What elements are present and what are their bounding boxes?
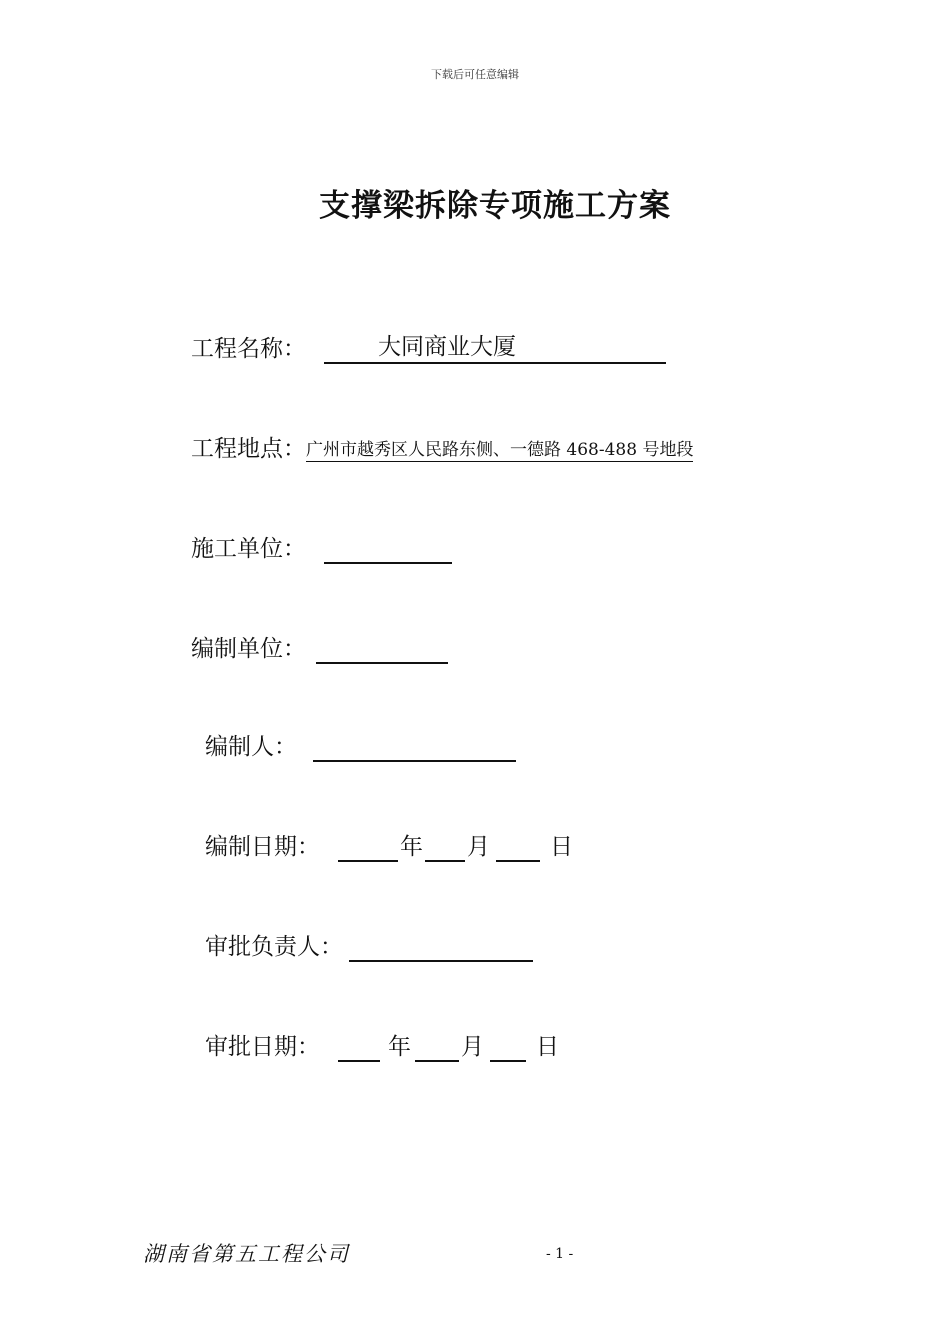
approver-line <box>349 934 533 962</box>
project-name-label: 工程名称： <box>191 336 306 362</box>
approve-date-field <box>205 1032 559 1062</box>
compile-month-unit: 月 <box>467 834 490 860</box>
compile-date-field <box>205 832 573 862</box>
approver-field <box>205 932 533 962</box>
compile-day-unit: 日 <box>550 834 573 860</box>
approve-month-line <box>415 1034 459 1062</box>
compiling-unit-label: 编制单位： <box>191 636 306 662</box>
footer-company: 湖南省第五工程公司 <box>143 1242 350 1266</box>
project-location-label: 工程地点： <box>191 436 306 462</box>
compiling-unit-line <box>316 636 448 664</box>
compiler-field <box>205 732 516 762</box>
compiler-line <box>313 734 516 762</box>
compile-year-line <box>338 834 398 862</box>
construction-unit-field <box>191 534 452 564</box>
approve-year-unit: 年 <box>388 1034 411 1060</box>
compile-year-unit: 年 <box>400 834 423 860</box>
approve-month-unit: 月 <box>461 1034 484 1060</box>
construction-unit-line <box>324 536 452 564</box>
page-number: - 1 - <box>546 1246 574 1262</box>
construction-unit-label: 施工单位： <box>191 536 306 562</box>
approver-label: 审批负责人： <box>205 934 343 960</box>
document-title: 支撑梁拆除专项施工方案 <box>319 188 671 224</box>
compile-date-label: 编制日期： <box>205 834 320 860</box>
approve-day-unit: 日 <box>536 1034 559 1060</box>
approve-year-line <box>338 1034 380 1062</box>
approve-day-line <box>490 1034 526 1062</box>
approve-date-label: 审批日期： <box>205 1034 320 1060</box>
compile-day-line <box>496 834 540 862</box>
compiler-label: 编制人： <box>205 734 297 760</box>
project-name-field <box>191 334 666 364</box>
project-location-field <box>191 434 693 464</box>
project-name-line <box>324 336 666 364</box>
compiling-unit-field <box>191 634 448 664</box>
project-location-value: 广州市越秀区人民路东侧、一德路 468-488 号地段 <box>306 440 694 460</box>
compile-month-line <box>425 834 465 862</box>
project-name-value: 大同商业大厦 <box>378 334 516 360</box>
header-note: 下载后可任意编辑 <box>431 68 519 81</box>
